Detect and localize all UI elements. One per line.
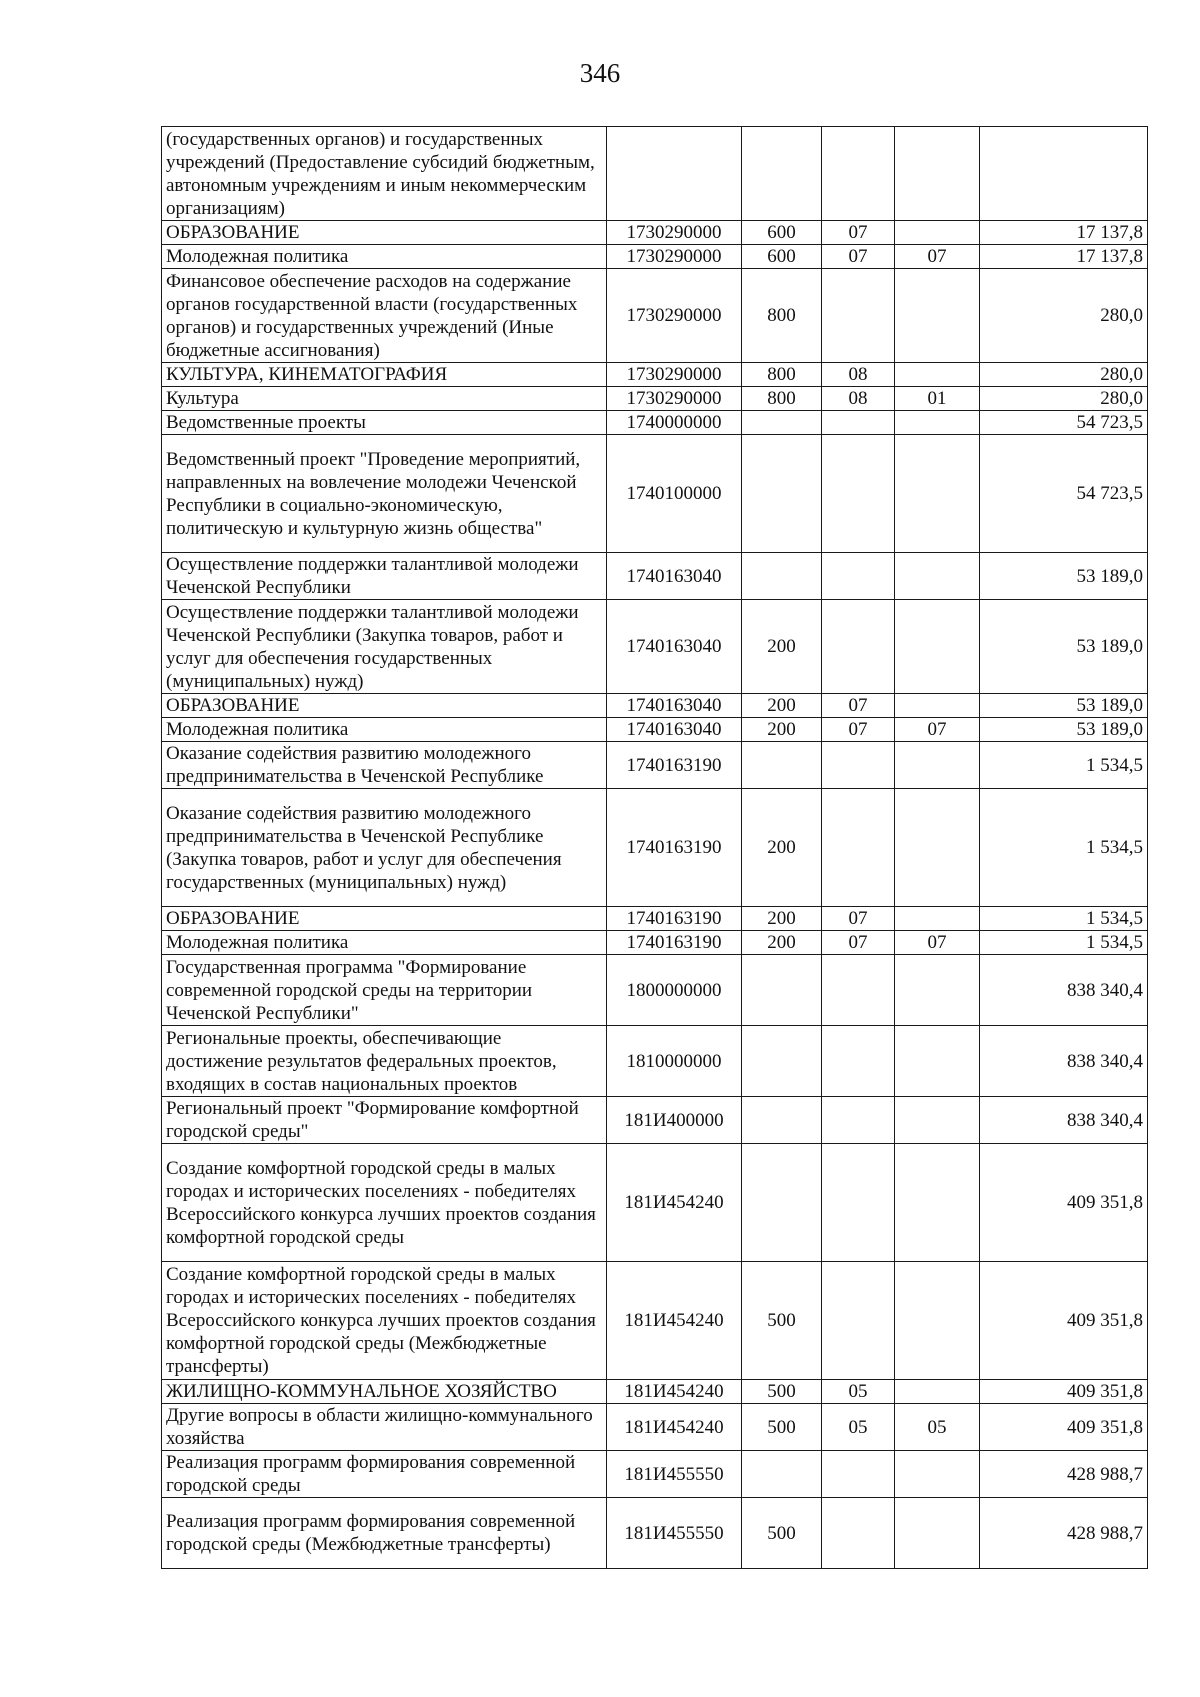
row-expense-type-cell <box>742 435 822 553</box>
table-row <box>162 1404 1148 1451</box>
table-row <box>162 245 1148 269</box>
row-name-cell: Реализация программ формирования современной городской среды (Межбюджетные трансферты) <box>162 1498 607 1569</box>
row-name-cell: Региональный проект "Формирование комфортной городской среды" <box>162 1097 607 1144</box>
row-section-cell: 07 <box>822 221 895 245</box>
budget-table-body <box>162 127 1148 1569</box>
row-section-cell: 07 <box>822 907 895 931</box>
row-name-cell: КУЛЬТУРА, КИНЕМАТОГРАФИЯ <box>162 363 607 387</box>
row-section-cell <box>822 127 895 221</box>
row-amount-cell: 838 340,4 <box>980 1026 1148 1097</box>
row-expense-type-cell: 200 <box>742 907 822 931</box>
row-subsection-cell <box>895 127 980 221</box>
table-row <box>162 1144 1148 1262</box>
row-expense-type-cell: 500 <box>742 1380 822 1404</box>
row-name-cell: (государственных органов) и государственных учреждений (Предоставление субсидий бюджетным, автономным учреждениям и иным некоммерческим организациям) <box>162 127 607 221</box>
row-name-cell: Реализация программ формирования современной городской среды <box>162 1451 607 1498</box>
row-expense-type-cell <box>742 1026 822 1097</box>
table-row <box>162 127 1148 221</box>
row-amount-cell: 1 534,5 <box>980 789 1148 907</box>
row-subsection-cell <box>895 789 980 907</box>
row-name-cell: ОБРАЗОВАНИЕ <box>162 694 607 718</box>
row-name-cell: Молодежная политика <box>162 931 607 955</box>
row-expense-type-cell: 200 <box>742 789 822 907</box>
table-row <box>162 1380 1148 1404</box>
row-name-cell: ОБРАЗОВАНИЕ <box>162 907 607 931</box>
row-section-cell: 05 <box>822 1380 895 1404</box>
row-subsection-cell <box>895 1144 980 1262</box>
row-section-cell <box>822 269 895 363</box>
row-name-cell: Осуществление поддержки талантливой молодежи Чеченской Республики <box>162 553 607 600</box>
row-subsection-cell <box>895 742 980 789</box>
row-expense-type-cell: 500 <box>742 1498 822 1569</box>
row-expense-type-cell: 200 <box>742 694 822 718</box>
table-row <box>162 1097 1148 1144</box>
row-code-cell: 1740163190 <box>607 907 742 931</box>
row-code-cell: 1740163040 <box>607 553 742 600</box>
row-amount-cell: 54 723,5 <box>980 411 1148 435</box>
row-amount-cell: 280,0 <box>980 387 1148 411</box>
table-row <box>162 387 1148 411</box>
row-amount-cell: 428 988,7 <box>980 1451 1148 1498</box>
row-subsection-cell: 07 <box>895 931 980 955</box>
row-section-cell <box>822 435 895 553</box>
row-subsection-cell <box>895 269 980 363</box>
row-subsection-cell <box>895 1498 980 1569</box>
row-expense-type-cell <box>742 955 822 1026</box>
row-code-cell: 181И455550 <box>607 1498 742 1569</box>
row-amount-cell: 838 340,4 <box>980 955 1148 1026</box>
table-row <box>162 363 1148 387</box>
row-subsection-cell: 07 <box>895 718 980 742</box>
row-amount-cell: 54 723,5 <box>980 435 1148 553</box>
row-name-cell: Создание комфортной городской среды в малых городах и исторических поселениях - победителях Всероссийского конкурса лучших проектов создания комфортной городской среды (Межбюджетные трансферты) <box>162 1262 607 1380</box>
row-name-cell: Государственная программа "Формирование современной городской среды на территории Чеченской Республики" <box>162 955 607 1026</box>
row-code-cell: 1730290000 <box>607 363 742 387</box>
row-name-cell: Осуществление поддержки талантливой молодежи Чеченской Республики (Закупка товаров, работ и услуг для обеспечения государственных (муниципальных) нужд) <box>162 600 607 694</box>
row-code-cell: 1800000000 <box>607 955 742 1026</box>
row-section-cell: 07 <box>822 931 895 955</box>
row-name-cell: Оказание содействия развитию молодежного предпринимательства в Чеченской Республике <box>162 742 607 789</box>
row-expense-type-cell: 800 <box>742 387 822 411</box>
page-number: 346 <box>579 58 621 88</box>
row-expense-type-cell: 800 <box>742 269 822 363</box>
row-name-cell: Ведомственные проекты <box>162 411 607 435</box>
row-name-cell: ОБРАЗОВАНИЕ <box>162 221 607 245</box>
row-code-cell: 1730290000 <box>607 245 742 269</box>
row-section-cell: 07 <box>822 694 895 718</box>
row-subsection-cell: 07 <box>895 245 980 269</box>
row-expense-type-cell <box>742 1451 822 1498</box>
row-name-cell: Создание комфортной городской среды в малых городах и исторических поселениях - победителях Всероссийского конкурса лучших проектов создания комфортной городской среды <box>162 1144 607 1262</box>
row-code-cell: 1730290000 <box>607 387 742 411</box>
row-name-cell: Молодежная политика <box>162 718 607 742</box>
row-code-cell: 181И454240 <box>607 1380 742 1404</box>
row-code-cell: 1810000000 <box>607 1026 742 1097</box>
row-amount-cell: 53 189,0 <box>980 694 1148 718</box>
row-code-cell: 1730290000 <box>607 269 742 363</box>
row-amount-cell: 409 351,8 <box>980 1262 1148 1380</box>
row-subsection-cell <box>895 435 980 553</box>
row-code-cell <box>607 127 742 221</box>
row-section-cell <box>822 1097 895 1144</box>
row-name-cell: Региональные проекты, обеспечивающие достижение результатов федеральных проектов, входящих в состав национальных проектов <box>162 1026 607 1097</box>
row-name-cell: Финансовое обеспечение расходов на содержание органов государственной власти (государственных органов) и государственных учреждений (Иные бюджетные ассигнования) <box>162 269 607 363</box>
row-section-cell <box>822 1144 895 1262</box>
row-amount-cell: 53 189,0 <box>980 553 1148 600</box>
row-expense-type-cell <box>742 1144 822 1262</box>
row-code-cell: 1740163040 <box>607 600 742 694</box>
row-name-cell: Культура <box>162 387 607 411</box>
row-section-cell <box>822 742 895 789</box>
table-row <box>162 1498 1148 1569</box>
table-row <box>162 221 1148 245</box>
table-row <box>162 411 1148 435</box>
row-name-cell: ЖИЛИЩНО-КОММУНАЛЬНОЕ ХОЗЯЙСТВО <box>162 1380 607 1404</box>
row-section-cell: 07 <box>822 718 895 742</box>
row-subsection-cell <box>895 553 980 600</box>
row-subsection-cell: 01 <box>895 387 980 411</box>
row-amount-cell: 280,0 <box>980 363 1148 387</box>
table-row <box>162 907 1148 931</box>
table-row <box>162 931 1148 955</box>
row-expense-type-cell: 600 <box>742 245 822 269</box>
row-amount-cell: 53 189,0 <box>980 718 1148 742</box>
row-name-cell: Молодежная политика <box>162 245 607 269</box>
row-code-cell: 1740163190 <box>607 931 742 955</box>
row-subsection-cell <box>895 363 980 387</box>
table-row <box>162 789 1148 907</box>
row-code-cell: 181И400000 <box>607 1097 742 1144</box>
row-amount-cell: 17 137,8 <box>980 245 1148 269</box>
row-subsection-cell <box>895 1026 980 1097</box>
row-amount-cell: 17 137,8 <box>980 221 1148 245</box>
row-subsection-cell <box>895 1451 980 1498</box>
row-section-cell: 07 <box>822 245 895 269</box>
table-row <box>162 553 1148 600</box>
row-section-cell <box>822 553 895 600</box>
row-subsection-cell <box>895 411 980 435</box>
row-name-cell: Ведомственный проект "Проведение мероприятий, направленных на вовлечение молодежи Чеченской Республики в социально-экономическую, политическую и культурную жизнь общества" <box>162 435 607 553</box>
row-name-cell: Оказание содействия развитию молодежного предпринимательства в Чеченской Республике (Закупка товаров, работ и услуг для обеспечения государственных (муниципальных) нужд) <box>162 789 607 907</box>
row-section-cell <box>822 1262 895 1380</box>
table-row <box>162 694 1148 718</box>
row-code-cell: 181И455550 <box>607 1451 742 1498</box>
row-section-cell <box>822 1498 895 1569</box>
row-expense-type-cell <box>742 742 822 789</box>
row-section-cell: 08 <box>822 387 895 411</box>
table-row <box>162 1026 1148 1097</box>
row-section-cell <box>822 955 895 1026</box>
row-section-cell: 05 <box>822 1404 895 1451</box>
row-expense-type-cell: 200 <box>742 600 822 694</box>
row-amount-cell: 280,0 <box>980 269 1148 363</box>
row-name-cell: Другие вопросы в области жилищно-коммунального хозяйства <box>162 1404 607 1451</box>
budget-table <box>161 126 1148 1569</box>
row-expense-type-cell <box>742 1097 822 1144</box>
row-amount-cell: 409 351,8 <box>980 1404 1148 1451</box>
row-expense-type-cell: 200 <box>742 718 822 742</box>
row-code-cell: 181И454240 <box>607 1404 742 1451</box>
row-expense-type-cell <box>742 411 822 435</box>
table-row <box>162 955 1148 1026</box>
row-expense-type-cell: 500 <box>742 1262 822 1380</box>
row-code-cell: 1740163040 <box>607 718 742 742</box>
row-code-cell: 1730290000 <box>607 221 742 245</box>
row-code-cell: 1740163190 <box>607 742 742 789</box>
table-row <box>162 435 1148 553</box>
row-expense-type-cell: 500 <box>742 1404 822 1451</box>
row-code-cell: 1740163190 <box>607 789 742 907</box>
row-subsection-cell <box>895 600 980 694</box>
row-subsection-cell <box>895 907 980 931</box>
row-section-cell <box>822 600 895 694</box>
row-subsection-cell <box>895 1097 980 1144</box>
row-section-cell: 08 <box>822 363 895 387</box>
row-code-cell: 1740100000 <box>607 435 742 553</box>
table-row <box>162 1451 1148 1498</box>
table-row <box>162 269 1148 363</box>
row-section-cell <box>822 1451 895 1498</box>
table-row <box>162 742 1148 789</box>
table-row <box>162 718 1148 742</box>
table-row <box>162 1262 1148 1380</box>
row-section-cell <box>822 411 895 435</box>
row-expense-type-cell: 800 <box>742 363 822 387</box>
table-row <box>162 600 1148 694</box>
row-subsection-cell <box>895 1380 980 1404</box>
row-expense-type-cell: 600 <box>742 221 822 245</box>
row-code-cell: 1740163040 <box>607 694 742 718</box>
row-expense-type-cell <box>742 553 822 600</box>
row-subsection-cell <box>895 1262 980 1380</box>
row-amount-cell: 53 189,0 <box>980 600 1148 694</box>
row-code-cell: 181И454240 <box>607 1144 742 1262</box>
row-subsection-cell <box>895 955 980 1026</box>
row-amount-cell: 409 351,8 <box>980 1144 1148 1262</box>
row-subsection-cell: 05 <box>895 1404 980 1451</box>
row-expense-type-cell <box>742 127 822 221</box>
row-code-cell: 1740000000 <box>607 411 742 435</box>
row-amount-cell <box>980 127 1148 221</box>
row-amount-cell: 1 534,5 <box>980 907 1148 931</box>
row-subsection-cell <box>895 221 980 245</box>
row-section-cell <box>822 1026 895 1097</box>
row-amount-cell: 1 534,5 <box>980 742 1148 789</box>
row-code-cell: 181И454240 <box>607 1262 742 1380</box>
row-amount-cell: 838 340,4 <box>980 1097 1148 1144</box>
row-expense-type-cell: 200 <box>742 931 822 955</box>
row-amount-cell: 428 988,7 <box>980 1498 1148 1569</box>
row-section-cell <box>822 789 895 907</box>
row-amount-cell: 409 351,8 <box>980 1380 1148 1404</box>
row-amount-cell: 1 534,5 <box>980 931 1148 955</box>
row-subsection-cell <box>895 694 980 718</box>
